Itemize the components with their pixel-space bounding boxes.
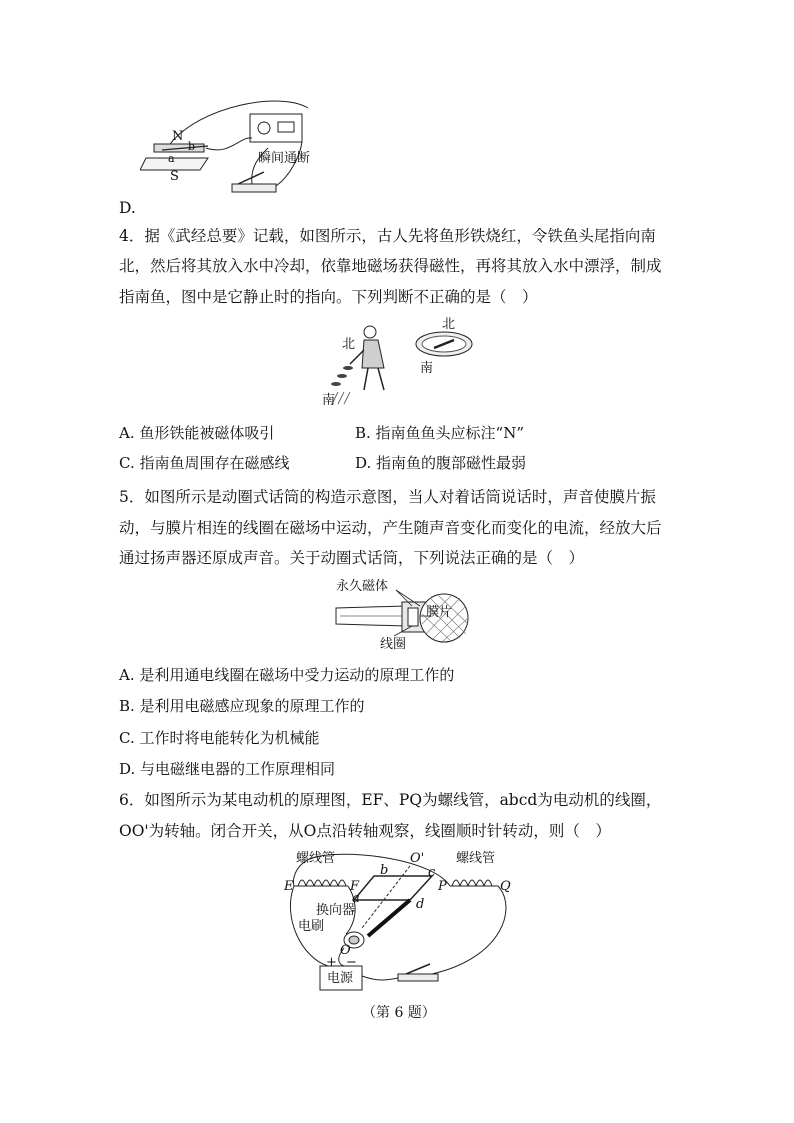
q6-brush-label: 电刷 — [298, 919, 325, 934]
q4-stem-line2: 北，然后将其放入水中冷却，依靠地磁场获得磁性，再将其放入水中漂浮，制成 — [119, 257, 662, 275]
q5-stem-line3: 通过扬声器还原成声音。关于动圈式话筒，下列说法正确的是（ ） — [119, 549, 585, 567]
q6-label-f: F — [350, 879, 360, 894]
q5-membrane-label: 膜片 — [426, 605, 453, 620]
q6-solenoid-right-label: 螺线管 — [456, 851, 496, 866]
q6-motor-figure — [282, 848, 522, 996]
q6-caption: （第 6 题） — [362, 1005, 436, 1021]
switch-label: 瞬间通断 — [258, 151, 311, 166]
q3-option-d-figure — [140, 96, 320, 206]
q6-stem-line1: 6．如图所示为某电动机的原理图，EF、PQ为螺线管，abcd为电动机的线圈， — [119, 791, 662, 809]
q5-stem-line1: 5．如图所示是动圈式话筒的构造示意图，当人对着话筒说话时，声音使膜片振 — [119, 488, 656, 506]
label-b: b — [188, 140, 196, 153]
q6-commutator-label: 换向器 — [316, 903, 356, 918]
q6-label-b: b — [380, 863, 389, 878]
q3-option-d-label: D. — [119, 199, 136, 217]
q4-option-b: B. 指南鱼鱼头应标注“N” — [355, 424, 525, 442]
q6-label-o: O — [340, 943, 351, 958]
q4-option-d: D. 指南鱼的腹部磁性最弱 — [355, 454, 527, 472]
q4-option-a: A. 鱼形铁能被磁体吸引 — [119, 424, 275, 442]
q4-south-left: 南 — [322, 393, 336, 408]
q5-coil-label: 线圈 — [380, 637, 407, 652]
q6-plus-label: + — [326, 955, 337, 970]
q6-stem-line2: OO'为转轴。闭合开关，从O点沿转轴观察，线圈顺时针转动，则（ ） — [119, 822, 611, 840]
q6-solenoid-left-label: 螺线管 — [296, 851, 336, 866]
q6-label-d: d — [416, 897, 425, 912]
q6-label-q: Q — [500, 879, 511, 894]
q4-south-right: 南 — [420, 361, 434, 376]
q5-option-b: B. 是利用电磁感应现象的原理工作的 — [119, 697, 365, 715]
q4-north-right: 北 — [442, 317, 456, 332]
q6-label-e: E — [284, 879, 294, 894]
q6-label-a: a — [352, 891, 360, 906]
q4-stem-line3: 指南鱼，图中是它静止时的指向。下列判断不正确的是（ ） — [119, 288, 538, 306]
q5-magnet-label: 永久磁体 — [336, 579, 389, 594]
q6-power-label: 电源 — [327, 971, 354, 986]
q5-microphone-figure — [334, 576, 474, 656]
q6-label-c: c — [428, 865, 436, 880]
q5-stem-line2: 动，与膜片相连的线圈在磁场中运动，产生随声音变化而变化的电流，经放大后 — [119, 519, 662, 537]
q5-option-a: A. 是利用通电线圈在磁场中受力运动的原理工作的 — [119, 666, 455, 684]
q6-minus-label: − — [346, 955, 357, 970]
q5-option-d: D. 与电磁继电器的工作原理相同 — [119, 760, 336, 778]
q4-option-c: C. 指南鱼周围存在磁感线 — [119, 454, 290, 472]
q4-compass-fish-figure — [318, 316, 478, 412]
label-a: a — [168, 152, 175, 165]
q4-stem-line1: 4．据《武经总要》记载，如图所示，古人先将鱼形铁烧红，令铁鱼头尾指向南 — [119, 227, 656, 245]
label-s: S — [170, 169, 179, 184]
label-n: N — [172, 129, 184, 144]
q6-label-p: P — [438, 879, 447, 894]
q4-north-left: 北 — [342, 337, 356, 352]
q5-option-c: C. 工作时将电能转化为机械能 — [119, 729, 320, 747]
q6-label-o-prime: O' — [410, 851, 425, 866]
